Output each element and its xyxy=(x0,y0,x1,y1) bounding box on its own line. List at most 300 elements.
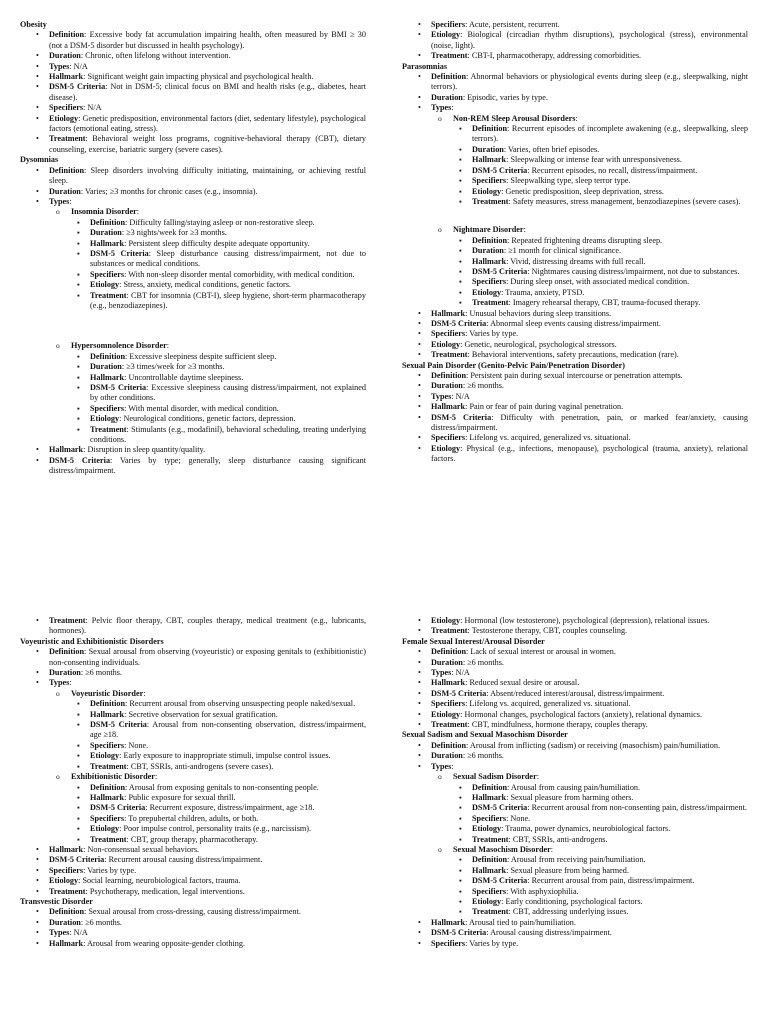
subtype-suffix: : xyxy=(550,844,554,854)
item-term: DSM-5 Criteria xyxy=(472,266,528,276)
list-item xyxy=(418,329,748,339)
left-column xyxy=(20,616,366,949)
list-item xyxy=(418,678,748,688)
item-text: : Chronic, often lifelong without intervention. xyxy=(80,51,231,61)
list-item xyxy=(418,413,748,434)
item-term: Treatment xyxy=(431,626,468,636)
list-item xyxy=(418,103,748,113)
item-text: : CBT, group therapy, pharmacotherapy. xyxy=(126,834,258,844)
item-text: : Arousal from receiving pain/humiliation. xyxy=(507,855,646,865)
subtype-suffix: : xyxy=(575,113,578,123)
list-item xyxy=(418,402,748,412)
list-item xyxy=(459,277,748,287)
item-text: : Sleep disturbance causing distress/impairment, not due to substances or medical conditions. xyxy=(90,248,366,269)
item-text: : Biological (circadian rhythm disruptions), psychological (stress), environmental (noise, light). xyxy=(431,30,748,50)
list-item xyxy=(36,876,366,886)
item-term: Hallmark xyxy=(49,844,84,854)
item-term: Definition xyxy=(472,782,508,792)
item-text: : ≥6 months. xyxy=(462,381,504,391)
item-text: : CBT, SSRIs, anti-androgens (severe cases). xyxy=(126,761,274,771)
item-text: : Psychotherapy, medication, legal interventions. xyxy=(85,886,245,896)
item-text: : Non-consensual sexual behaviors. xyxy=(83,844,200,854)
subtype-title: Nightmare Disorder xyxy=(453,225,524,235)
item-term: Hallmark xyxy=(472,256,507,266)
list-item xyxy=(459,288,748,298)
list-item xyxy=(459,907,748,917)
subtype-suffix: : xyxy=(136,207,140,217)
detail-list xyxy=(453,783,748,845)
list-item xyxy=(418,433,748,443)
list-item xyxy=(459,257,748,267)
list-item xyxy=(418,309,748,319)
item-text: : CBT for insomnia (CBT-I), sleep hygiene, short-term pharmacotherapy (e.g., benzodiazepines). xyxy=(90,290,366,310)
list-item xyxy=(77,741,366,751)
item-text: : ≥1 month for clinical significance. xyxy=(503,246,622,256)
item-text: : Pelvic floor therapy, CBT, couples therapy, medical treatment (e.g., lubricants, hormones). xyxy=(49,616,366,636)
list-item xyxy=(459,835,748,845)
nested-list-holder xyxy=(36,207,366,445)
item-term: Specifiers xyxy=(49,103,84,113)
list-item xyxy=(77,218,366,228)
item-term: Specifiers xyxy=(472,176,507,186)
item-term: Hallmark xyxy=(90,372,125,382)
detail-list xyxy=(71,352,366,446)
list-item xyxy=(459,866,748,876)
sub-list xyxy=(36,207,366,445)
item-text: : Varies by type. xyxy=(465,938,519,948)
subtype-title: Exhibitionistic Disorder xyxy=(71,772,155,782)
bullet-list xyxy=(20,166,366,477)
item-text: : Sleepwalking type, sleep terror type. xyxy=(506,176,631,186)
item-term: Etiology xyxy=(90,751,120,761)
item-text: : Excessive body fat accumulation impairing health, often measured by BMI ≥ 30 (not a DSM-5 disorder but discussed in health psychology). xyxy=(49,30,366,50)
item-text: : Varies by type; generally, sleep disturbance causing significant distress/impairment. xyxy=(49,455,366,476)
list-item xyxy=(36,907,366,917)
item-text: : Physical (e.g., infections, menopause), psychological (trauma, anxiety), relational factors. xyxy=(431,443,748,464)
item-term: Etiology xyxy=(431,616,461,625)
list-item xyxy=(418,699,748,709)
list-item xyxy=(36,51,366,61)
item-term: Specifiers xyxy=(472,886,507,896)
item-term: Treatment xyxy=(431,51,468,61)
item-term: DSM-5 Criteria xyxy=(90,383,147,392)
item-text: : None. xyxy=(124,740,149,750)
item-term: DSM-5 Criteria xyxy=(49,855,105,865)
item-term: Treatment xyxy=(49,134,86,144)
item-term: Hallmark xyxy=(90,792,125,802)
item-text: : Social learning, neurobiological factors, trauma. xyxy=(78,876,241,886)
list-item xyxy=(459,267,748,277)
item-text: : CBT, mindfulness, hormone therapy, couples therapy. xyxy=(467,720,648,730)
item-text: : xyxy=(69,678,72,688)
subtype-suffix: : xyxy=(166,341,170,351)
list-item xyxy=(418,319,748,329)
list-item xyxy=(36,30,366,51)
list-item xyxy=(459,155,748,165)
list-item xyxy=(77,710,366,720)
list-item xyxy=(77,352,366,362)
item-text: : Sexual pleasure from being harmed. xyxy=(506,865,629,875)
subtype-suffix: : xyxy=(154,772,158,782)
item-text: : Behavioral weight loss programs, cognitive-behavioral therapy (CBT), dietary counseling, exercise, bariatric surgery (severe cases). xyxy=(49,134,366,154)
section-heading: Female Sexual Interest/Arousal Disorder xyxy=(402,636,545,646)
item-term: Duration xyxy=(90,228,122,238)
item-text: : N/A xyxy=(83,103,102,113)
item-text: : Imagery rehearsal therapy, CBT, trauma-focused therapy. xyxy=(508,298,701,308)
item-term: Types xyxy=(49,196,70,206)
item-term: Hallmark xyxy=(431,402,466,412)
item-text: : Significant weight gain impacting physical and psychological health. xyxy=(83,72,314,82)
list-item xyxy=(77,783,366,793)
item-term: Duration xyxy=(49,51,81,61)
item-text: : Early exposure to inappropriate stimuli, impulse control issues. xyxy=(119,751,331,761)
subtype-suffix: : xyxy=(523,225,526,235)
list-item xyxy=(459,246,748,256)
item-text: : Vivid, distressing dreams with full recall. xyxy=(506,256,646,266)
list-item xyxy=(459,876,748,886)
list-item xyxy=(77,803,366,813)
item-text: : Trauma, anxiety, PTSD. xyxy=(501,287,585,297)
subtype-item xyxy=(56,207,366,311)
list-item xyxy=(418,51,748,61)
subtype-suffix: : xyxy=(536,772,539,782)
item-term: Duration xyxy=(472,144,504,154)
right-column xyxy=(402,616,748,949)
list-item xyxy=(418,72,748,93)
list-item xyxy=(418,741,748,751)
item-text: : Trauma, power dynamics, neurobiological factors. xyxy=(501,824,671,834)
list-item xyxy=(77,362,366,372)
bullet-list xyxy=(402,20,748,62)
item-term: Definition xyxy=(472,235,508,245)
spacer xyxy=(56,311,366,341)
list-item xyxy=(418,720,748,730)
list-item xyxy=(418,918,748,928)
item-text: : Difficulty with penetration, pain, or marked fear/anxiety, causing distress/impairment. xyxy=(431,412,748,433)
list-item xyxy=(77,373,366,383)
item-text: : Varies by type. xyxy=(83,865,137,875)
item-term: Definition xyxy=(472,124,508,134)
subtype-title: Non-REM Sleep Arousal Disorders xyxy=(453,113,576,123)
list-item xyxy=(459,187,748,197)
detail-list xyxy=(71,218,366,312)
item-text: : ≥6 months. xyxy=(80,668,122,678)
item-term: Duration xyxy=(431,751,463,761)
item-term: Etiology xyxy=(431,443,461,453)
subtype-item xyxy=(438,845,748,918)
item-term: DSM-5 Criteria xyxy=(90,248,149,258)
item-term: Specifiers xyxy=(90,813,125,823)
list-item xyxy=(36,187,366,197)
item-text: : Difficulty falling/staying asleep or non-restorative sleep. xyxy=(125,217,315,227)
item-term: Treatment xyxy=(90,834,127,844)
item-term: Etiology xyxy=(49,113,79,123)
item-term: Hallmark xyxy=(472,792,507,802)
section-heading: Sexual Sadism and Sexual Masochism Disorder xyxy=(402,730,568,740)
item-text: : Arousal tied to pain/humiliation. xyxy=(465,917,576,927)
list-item xyxy=(459,236,748,246)
item-term: DSM-5 Criteria xyxy=(431,412,492,422)
item-text: : With asphyxiophilia. xyxy=(506,886,579,896)
list-item xyxy=(77,383,366,404)
item-term: Etiology xyxy=(49,876,79,886)
item-term: Treatment xyxy=(431,720,468,730)
list-item xyxy=(459,814,748,824)
item-term: Etiology xyxy=(472,287,502,297)
item-text: : Lack of sexual interest or arousal in women. xyxy=(466,647,616,657)
item-text: : Hormonal changes, psychological factors (anxiety), relational dynamics. xyxy=(460,709,703,719)
item-term: Definition xyxy=(90,699,126,709)
item-text: : Early conditioning, psychological factors. xyxy=(501,896,643,906)
list-item xyxy=(36,918,366,928)
subtype-title: Insomnia Disorder xyxy=(71,207,137,217)
item-text: : Arousal causing distress/impairment. xyxy=(486,928,612,938)
item-term: Definition xyxy=(49,647,85,657)
sub-list xyxy=(36,689,366,845)
item-text: : ≥6 months. xyxy=(80,917,122,927)
item-text: : xyxy=(451,761,454,771)
item-term: Types xyxy=(49,928,70,938)
list-item xyxy=(77,814,366,824)
item-text: : Arousal from wearing opposite-gender clothing. xyxy=(83,938,246,948)
list-item xyxy=(77,720,366,741)
subtype-item xyxy=(438,225,748,308)
bullet-list xyxy=(402,647,748,730)
section-heading: Transvestic Disorder xyxy=(20,896,93,906)
item-text: : Public exposure for sexual thrill. xyxy=(124,792,236,802)
item-text: : Testosterone therapy, CBT, couples counseling. xyxy=(467,626,628,636)
item-term: Specifiers xyxy=(472,813,507,823)
item-text: : Nightmares causing distress/impairment, not due to substances. xyxy=(527,266,740,276)
detail-list xyxy=(453,124,748,207)
item-text: : Recurrent arousal from observing unsuspecting people naked/sexual. xyxy=(125,699,356,709)
item-term: DSM-5 Criteria xyxy=(472,165,528,175)
subtype-title: Voyeuristic Disorder xyxy=(71,688,144,698)
item-text: : CBT, addressing underlying issues. xyxy=(508,907,629,917)
subtype-title: Sexual Sadism Disorder xyxy=(453,772,537,782)
item-term: Hallmark xyxy=(49,938,84,948)
item-text: : Persistent pain during sexual intercourse or penetration attempts. xyxy=(466,371,683,380)
item-text: : Reduced sexual desire or arousal. xyxy=(465,678,580,688)
list-item xyxy=(418,928,748,938)
item-term: Definition xyxy=(49,30,85,40)
item-term: Specifiers xyxy=(431,329,466,339)
item-term: Treatment xyxy=(49,886,86,896)
list-item xyxy=(36,678,366,688)
list-item xyxy=(36,616,366,637)
item-term: Etiology xyxy=(472,186,502,196)
list-item xyxy=(77,291,366,312)
sub-list xyxy=(418,114,748,309)
item-term: Duration xyxy=(431,657,463,667)
item-term: Duration xyxy=(49,186,81,196)
list-item xyxy=(77,270,366,280)
item-term: Hallmark xyxy=(472,865,507,875)
item-term: Hallmark xyxy=(472,155,507,165)
subtype-suffix: : xyxy=(143,688,146,698)
list-item xyxy=(459,855,748,865)
item-term: Types xyxy=(49,61,70,71)
item-term: Etiology xyxy=(431,709,461,719)
item-text: : Varies; ≥3 months for chronic cases (e.g., insomnia). xyxy=(80,186,258,196)
subtype-item xyxy=(56,689,366,772)
item-term: Definition xyxy=(90,217,126,227)
item-text: : ≥6 months. xyxy=(462,657,504,667)
list-item xyxy=(36,845,366,855)
list-item xyxy=(459,897,748,907)
list-item xyxy=(459,124,748,145)
item-term: Hallmark xyxy=(431,678,466,688)
list-item xyxy=(459,824,748,834)
list-item xyxy=(36,62,366,72)
list-item xyxy=(418,658,748,668)
list-item xyxy=(418,939,748,949)
list-item xyxy=(77,762,366,772)
detail-list xyxy=(453,855,748,917)
item-term: Types xyxy=(431,391,452,401)
item-term: Hallmark xyxy=(431,917,466,927)
item-text: : Genetic predisposition, environmental factors (diet, sedentary lifestyle), psychological factors (emotional eating, stress). xyxy=(49,113,366,134)
bullet-list xyxy=(20,907,366,949)
item-text: : Uncontrollable daytime sleepiness. xyxy=(124,372,244,382)
item-text: : Recurrent arousal causing distress/impairment. xyxy=(104,855,263,865)
item-term: DSM-5 Criteria xyxy=(49,82,106,92)
item-term: Duration xyxy=(472,246,504,256)
item-term: Types xyxy=(49,678,70,688)
list-item xyxy=(418,371,748,381)
item-term: Types xyxy=(431,103,452,113)
item-text: : N/A xyxy=(451,668,470,678)
item-text: : Sexual pleasure from harming others. xyxy=(506,792,634,802)
list-item xyxy=(418,444,748,465)
list-item xyxy=(459,298,748,308)
list-item xyxy=(36,668,366,678)
item-text: : ≥6 months. xyxy=(462,751,504,761)
item-text: : Unusual behaviors during sleep transitions. xyxy=(465,308,612,318)
bullet-list xyxy=(20,616,366,637)
item-text: : Excessive sleepiness despite sufficient sleep. xyxy=(125,351,277,361)
right-column xyxy=(402,20,748,465)
subtype-item xyxy=(56,772,366,845)
section-heading: Voyeuristic and Exhibitionistic Disorders xyxy=(20,636,164,646)
subtype-item xyxy=(438,114,748,208)
item-text: : Not in DSM-5; clinical focus on BMI and health risks (e.g., diabetes, heart disease). xyxy=(49,82,366,102)
item-term: Etiology xyxy=(431,339,461,349)
document-page-bottom xyxy=(0,512,768,1024)
item-text: : Recurrent arousal from pain, distress/impairment. xyxy=(527,876,695,886)
list-item xyxy=(36,928,366,938)
item-text: : Arousal from exposing genitals to non-consenting people. xyxy=(125,782,319,792)
item-term: Hallmark xyxy=(431,308,466,318)
item-term: Treatment xyxy=(472,834,509,844)
item-term: Etiology xyxy=(90,414,120,424)
subtype-title: Sexual Masochism Disorder xyxy=(453,844,551,854)
section-heading: Dysomnias xyxy=(20,155,59,165)
list-item xyxy=(36,72,366,82)
item-text: : Recurrent episodes, no recall, distress/impairment. xyxy=(527,165,698,175)
item-text: : To prepubertal children, adults, or both. xyxy=(124,813,259,823)
list-item xyxy=(77,414,366,424)
list-item xyxy=(459,176,748,186)
item-text: : Absent/reduced interest/arousal, distress/impairment. xyxy=(486,688,665,698)
section-heading: Sexual Pain Disorder (Genito-Pelvic Pain/Penetration Disorder) xyxy=(402,360,625,370)
item-term: Specifiers xyxy=(472,277,507,287)
list-item xyxy=(418,710,748,720)
item-text: : Genetic predisposition, sleep deprivation, stress. xyxy=(501,186,664,196)
list-item xyxy=(418,762,748,772)
list-item xyxy=(36,456,366,477)
nested-list-holder xyxy=(418,114,748,309)
bullet-list xyxy=(20,647,366,897)
list-item xyxy=(36,866,366,876)
item-text: : Pain or fear of pain during vaginal penetration. xyxy=(465,402,624,412)
subtype-item xyxy=(56,341,366,445)
item-text: : Varies, often brief episodes. xyxy=(503,144,600,154)
section-heading: Parasomnias xyxy=(402,61,448,71)
item-text: : Genetic, neurological, psychological stressors. xyxy=(460,339,617,349)
list-item xyxy=(36,647,366,668)
item-term: Definition xyxy=(431,647,467,657)
list-item xyxy=(459,197,748,207)
bullet-list xyxy=(402,371,748,465)
item-term: DSM-5 Criteria xyxy=(431,928,487,938)
item-term: Etiology xyxy=(472,896,502,906)
item-text: : Stimulants (e.g., modafinil), behavioral scheduling, treating underlying conditions. xyxy=(90,424,366,445)
item-text: : During sleep onset, with associated medical condition. xyxy=(506,277,690,287)
item-term: Treatment xyxy=(431,350,468,360)
item-term: Treatment xyxy=(90,290,127,300)
item-text: : Sleep disorders involving difficulty initiating, maintaining, or achieving restful sleep. xyxy=(49,165,366,186)
item-term: Specifiers xyxy=(90,403,125,413)
list-item xyxy=(36,134,366,155)
list-item xyxy=(418,647,748,657)
item-text: : Acute, persistent, recurrent. xyxy=(465,20,560,29)
bullet-list xyxy=(20,30,366,155)
item-term: Specifiers xyxy=(431,938,466,948)
item-text: : Secretive observation for sexual gratification. xyxy=(124,709,278,719)
item-text: : Neurological conditions, genetic factors, depression. xyxy=(119,414,296,424)
item-term: DSM-5 Criteria xyxy=(472,803,528,813)
item-text: : xyxy=(451,103,454,113)
list-item xyxy=(77,699,366,709)
item-term: Definition xyxy=(472,855,508,865)
item-term: Etiology xyxy=(90,280,120,290)
item-term: Definition xyxy=(431,740,467,750)
list-item xyxy=(36,197,366,207)
item-text: : Recurrent arousal from non-consenting pain, distress/impairment. xyxy=(527,803,747,813)
item-text: : Recurrent episodes of incomplete awakening (e.g., sleepwalking, sleep terrors). xyxy=(472,124,748,144)
item-term: DSM-5 Criteria xyxy=(90,720,147,730)
sub-list xyxy=(418,772,748,918)
item-text: : Lifelong vs. acquired, generalized vs. situational. xyxy=(465,433,631,443)
item-term: Treatment xyxy=(90,424,127,434)
item-term: DSM-5 Criteria xyxy=(431,318,487,328)
item-text: : CBT, SSRIs, anti-androgens. xyxy=(508,834,608,844)
item-text: : Sexual arousal from cross-dressing, causing distress/impairment. xyxy=(84,907,301,917)
list-item xyxy=(77,280,366,290)
item-term: DSM-5 Criteria xyxy=(431,688,487,698)
item-term: Specifiers xyxy=(90,269,125,279)
item-term: Types xyxy=(431,761,452,771)
list-item xyxy=(418,689,748,699)
item-text: : Arousal from causing pain/humiliation. xyxy=(507,782,641,792)
item-term: Duration xyxy=(431,381,463,391)
list-item xyxy=(77,824,366,834)
item-term: DSM-5 Criteria xyxy=(49,455,111,465)
list-item xyxy=(77,425,366,446)
item-text: : None. xyxy=(506,813,531,823)
list-item xyxy=(77,228,366,238)
